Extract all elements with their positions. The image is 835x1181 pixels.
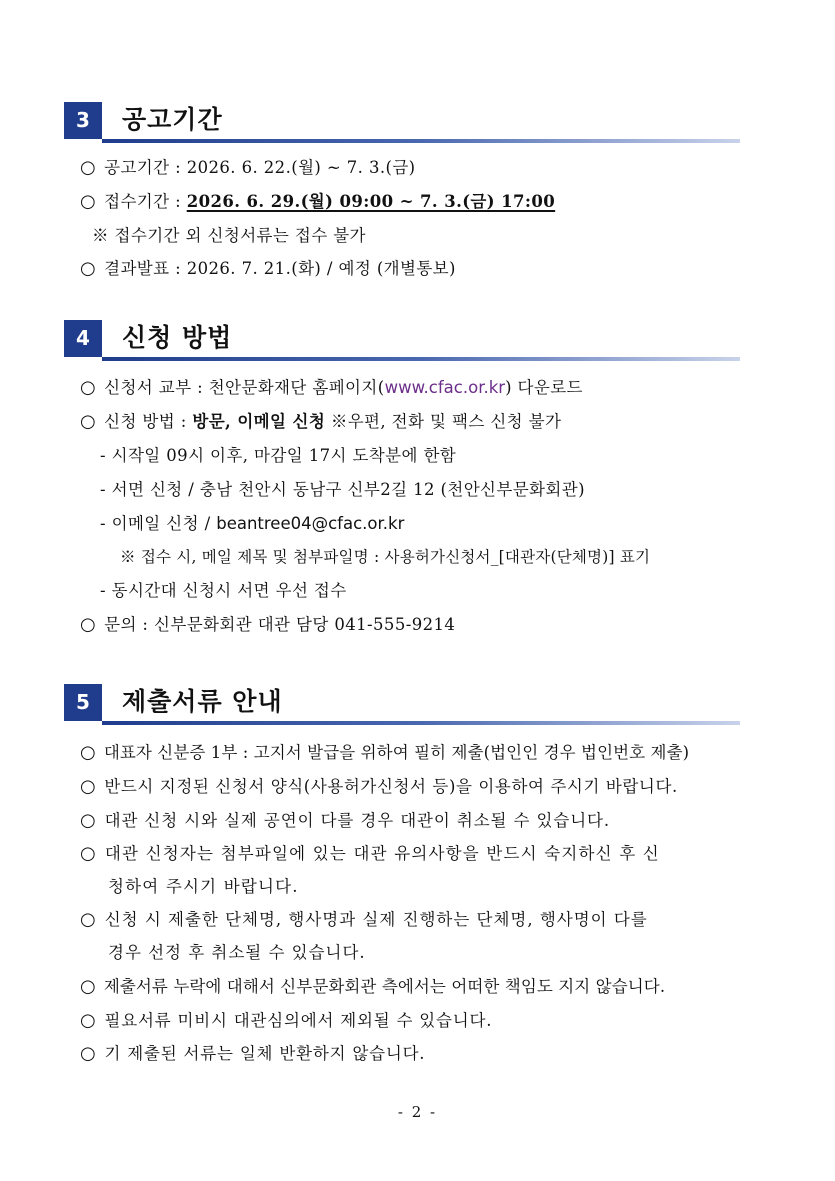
circle-bullet-icon: ○ (80, 1010, 97, 1031)
document-item-6 (80, 976, 665, 998)
result-announcement-label: 결과발표 : (104, 259, 187, 278)
section-3 (64, 102, 784, 142)
document-item-text: 기 제출된 서류는 일체 반환하지 않습니다. (104, 1044, 426, 1063)
document-item-4-cont: 청하여 주시기 바랍니다. (108, 877, 299, 896)
section-4 (64, 320, 784, 360)
application-method-bold: 방문, 이메일 신청 (192, 412, 326, 431)
section-3-header (64, 102, 784, 142)
document-item-text: 대표자 신분증 1부 : 고지서 발급을 위하여 필히 제출(법인인 경우 법인번호 제출) (103, 743, 690, 762)
section-3-rule (102, 139, 740, 143)
form-distribution-tail: ) 다운로드 (505, 378, 583, 397)
result-announcement-item (80, 258, 456, 280)
application-period-value: 2026. 6. 29.(월) 09:00 ~ 7. 3.(금) 17:00 (186, 192, 556, 211)
notice-period-value: 2026. 6. 22.(월) ~ 7. 3.(금) (186, 158, 416, 177)
document-item-1 (80, 742, 689, 764)
circle-bullet-icon: ○ (80, 909, 97, 930)
circle-bullet-icon: ○ (80, 157, 97, 178)
document-item-text: 반드시 지정된 신청서 양식(사용허가신청서 등)을 이용하여 주시기 바랍니다. (104, 777, 678, 796)
application-method-tail: ※우편, 전화 및 팩스 신청 불가 (325, 412, 562, 431)
circle-bullet-icon: ○ (80, 377, 97, 398)
email-address-link[interactable]: beantree04@cfac.or.kr (216, 514, 405, 533)
document-item-5-cont: 경우 선정 후 취소될 수 있습니다. (108, 943, 366, 962)
circle-bullet-icon: ○ (80, 742, 96, 763)
section-4-title: 신청 방법 (122, 323, 233, 352)
document-item-2 (80, 776, 678, 798)
section-4-rule (102, 357, 740, 361)
method-sub-1: - 시작일 09시 이후, 마감일 17시 도착분에 한함 (100, 446, 457, 465)
method-sub-2: - 서면 신청 / 충남 천안시 동남구 신부2길 12 (천안신부문화회관) (100, 480, 585, 499)
application-period-note: ※ 접수기간 외 신청서류는 접수 불가 (92, 226, 366, 245)
section-5-rule (102, 721, 740, 725)
circle-bullet-icon: ○ (80, 411, 97, 432)
circle-bullet-icon: ○ (80, 776, 97, 797)
circle-bullet-icon: ○ (80, 843, 97, 864)
section-4-number: 4 (64, 320, 102, 357)
inquiry-item (80, 614, 455, 636)
page-number: - 2 - (397, 1103, 438, 1121)
circle-bullet-icon: ○ (80, 976, 96, 997)
circle-bullet-icon: ○ (80, 1043, 97, 1064)
section-5-number: 5 (64, 684, 102, 721)
document-item-text: 필요서류 미비시 대관심의에서 제외될 수 있습니다. (104, 1011, 493, 1030)
inquiry-text: 문의 : 신부문화회관 대관 담당 041-555-9214 (104, 615, 456, 634)
section-5-header (64, 684, 784, 724)
form-distribution-label: 신청서 교부 : 천안문화재단 홈페이지( (104, 378, 385, 397)
document-item-8 (80, 1043, 425, 1065)
circle-bullet-icon: ○ (80, 258, 97, 279)
notice-period-item (80, 157, 416, 179)
circle-bullet-icon: ○ (80, 191, 97, 212)
application-method-label: 신청 방법 : (104, 412, 193, 431)
application-period-item (80, 191, 555, 213)
section-4-header (64, 320, 784, 360)
document-item-7 (80, 1010, 492, 1032)
section-5 (64, 684, 784, 724)
method-sub-3 (100, 513, 404, 535)
form-distribution-item (80, 377, 583, 399)
section-5-title: 제출서류 안내 (122, 687, 283, 716)
section-3-title: 공고기간 (122, 105, 223, 134)
document-item-text: 제출서류 누락에 대해서 신부문화회관 측에서는 어떠한 책임도 지지 않습니다. (103, 977, 666, 996)
circle-bullet-icon: ○ (80, 614, 97, 635)
document-item-text: 신청 시 제출한 단체명, 행사명과 실제 진행하는 단체명, 행사명이 다를 (104, 910, 648, 929)
document-item-text: 대관 신청자는 첨부파일에 있는 대관 유의사항을 반드시 숙지하신 후 신 (104, 844, 660, 863)
method-sub-4: - 동시간대 신청시 서면 우선 접수 (100, 581, 347, 600)
document-item-4 (80, 843, 660, 865)
email-application-prefix: - 이메일 신청 / (100, 514, 217, 533)
circle-bullet-icon: ○ (80, 810, 97, 831)
document-item-5 (80, 909, 648, 931)
application-period-label: 접수기간 : (104, 192, 187, 211)
application-method-item (80, 411, 561, 433)
section-3-number: 3 (64, 102, 102, 139)
document-item-text: 대관 신청 시와 실제 공연이 다를 경우 대관이 취소될 수 있습니다. (104, 811, 611, 830)
email-application-note: ※ 접수 시, 메일 제목 및 첨부파일명 : 사용허가신청서_[대관자(단체명)] 표기 (120, 548, 651, 566)
document-item-3 (80, 810, 610, 832)
homepage-link[interactable]: www.cfac.or.kr (384, 378, 506, 397)
result-announcement-value: 2026. 7. 21.(화) / 예정 (개별통보) (186, 259, 456, 278)
notice-period-label: 공고기간 : (104, 158, 187, 177)
